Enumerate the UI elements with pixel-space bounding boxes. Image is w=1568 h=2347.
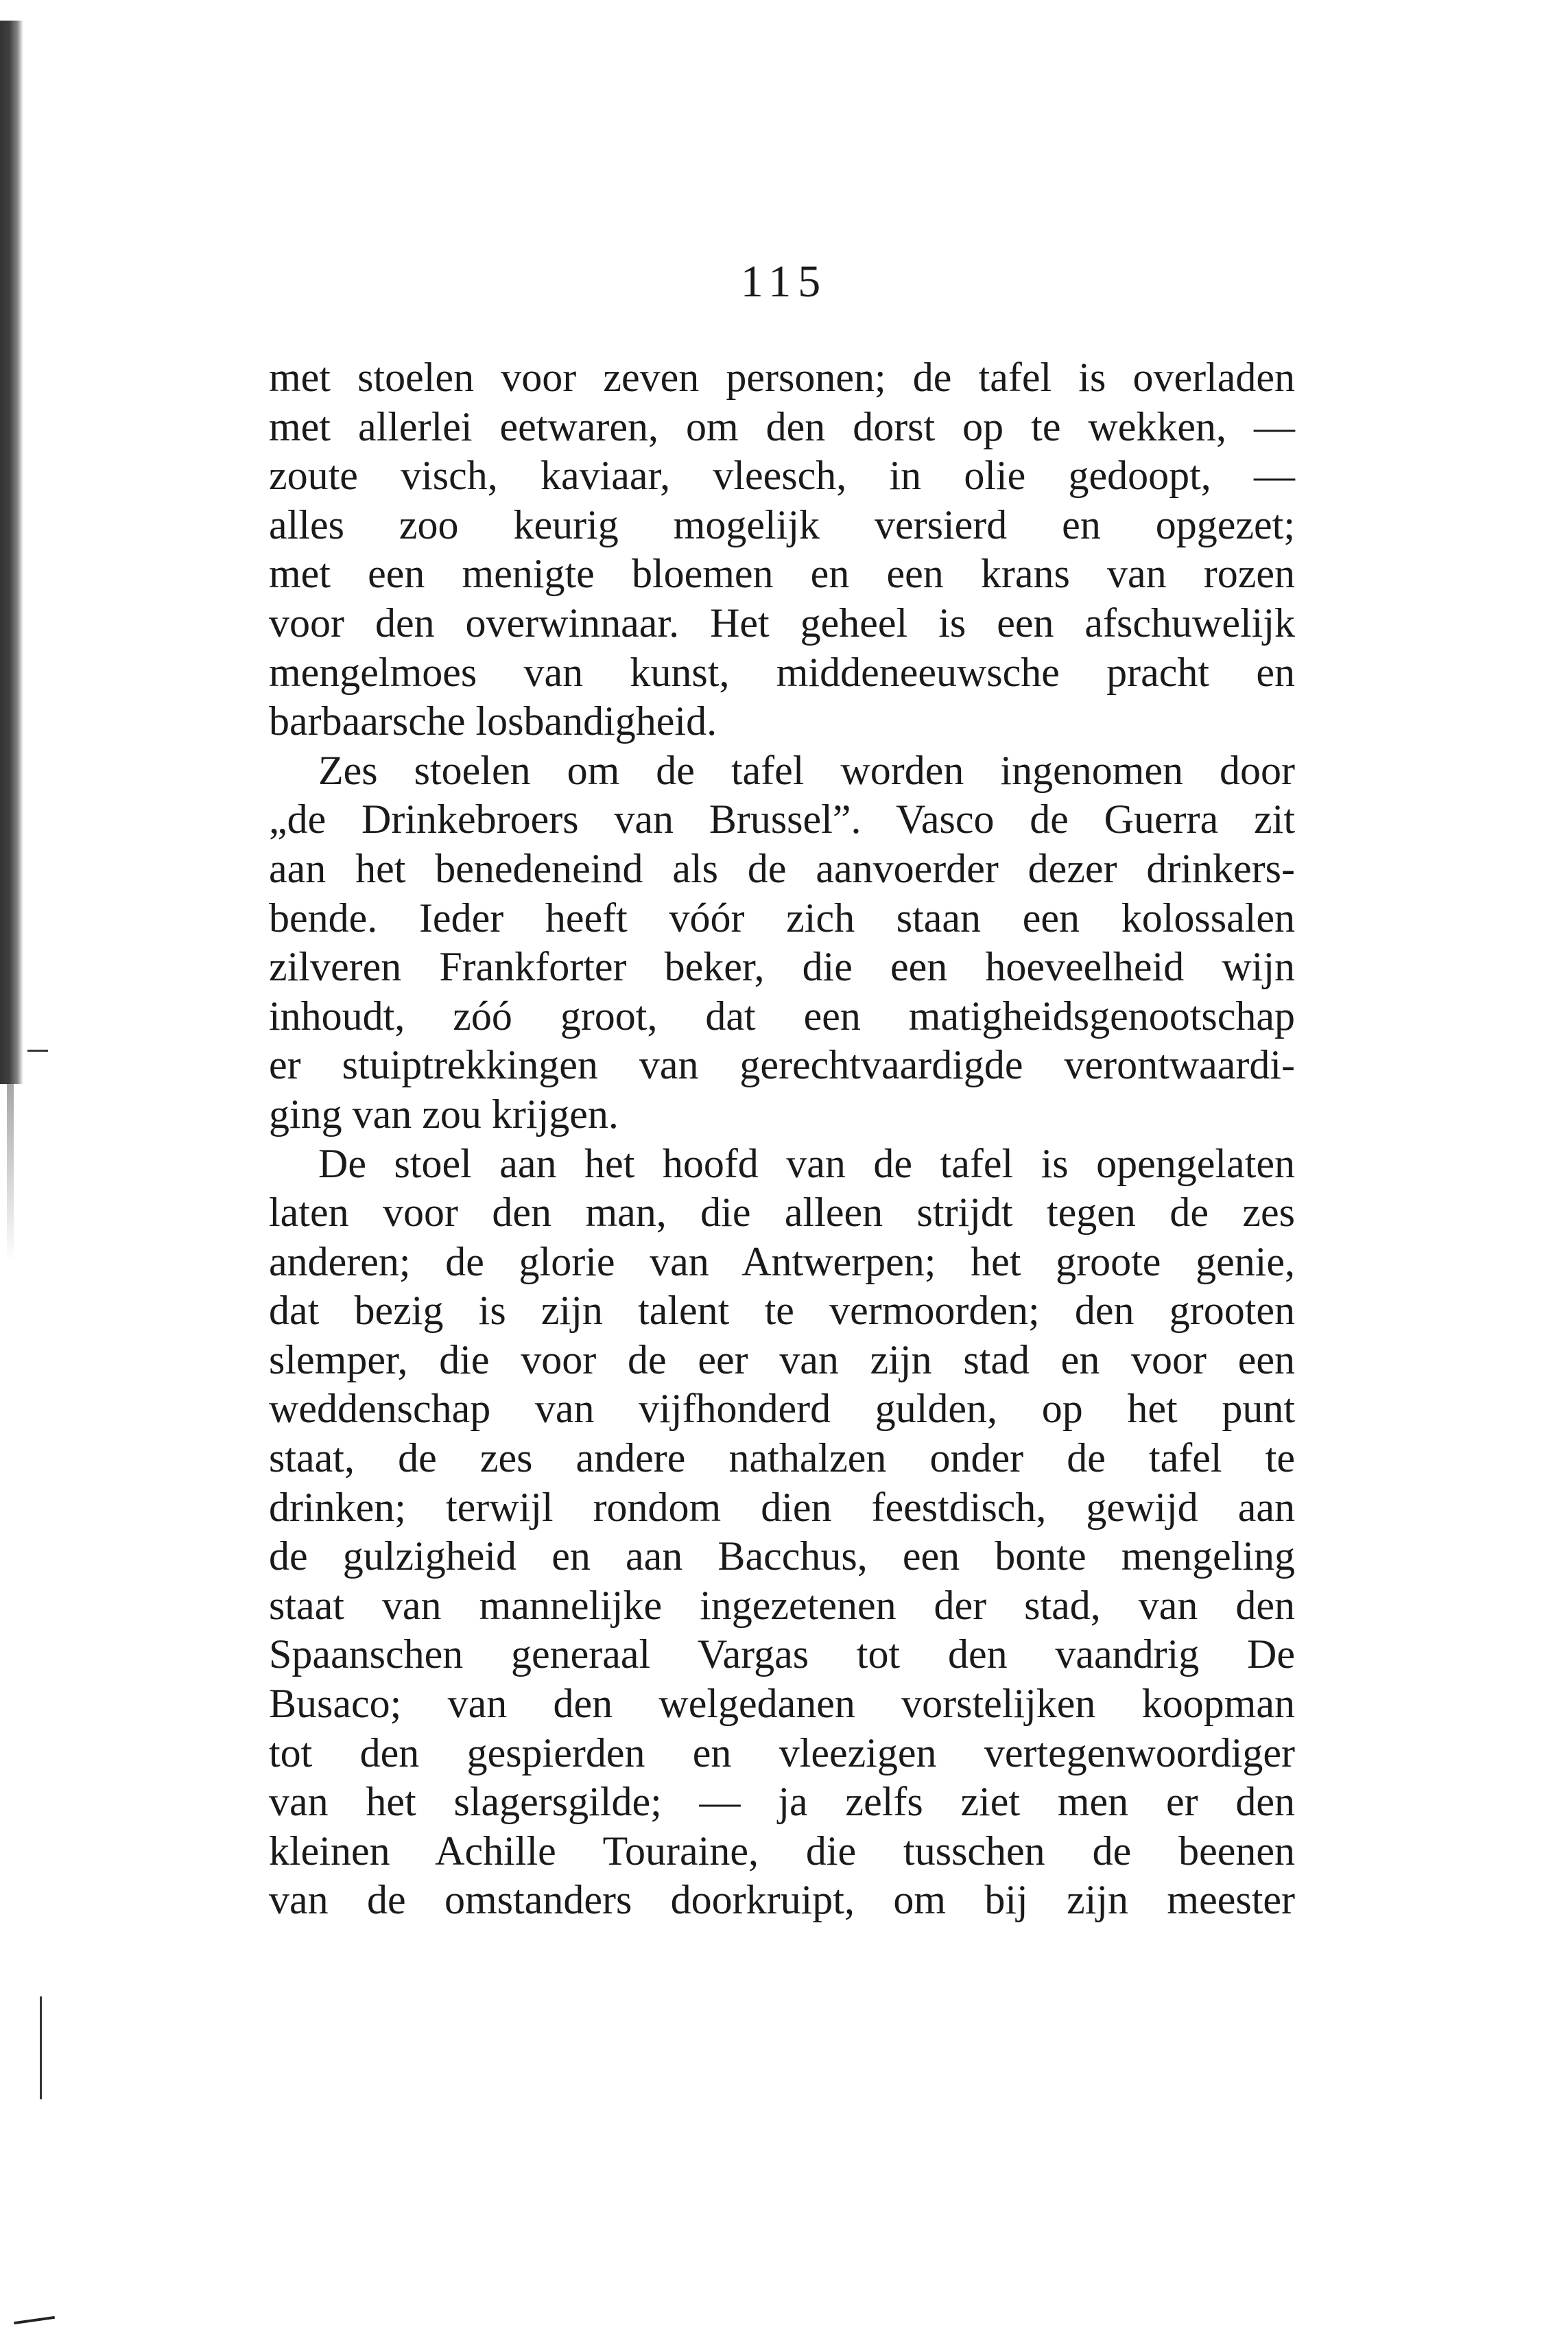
- text-line: anderen; de glorie van Antwerpen; het groote genie,: [269, 1238, 1295, 1284]
- text-line: inhoudt, zóó groot, dat een matigheidsgenootschap: [269, 993, 1295, 1039]
- text-line: ging van zou krijgen.: [269, 1091, 619, 1137]
- text-line: laten voor den man, die alleen strijdt tegen de zes: [269, 1190, 1295, 1236]
- binding-shadow-lower: [7, 1084, 14, 1262]
- text-line: aan het benedeneind als de aanvoerder dezer drinkers-: [269, 845, 1295, 891]
- text-line: zoute visch, kaviaar, vleesch, in olie gedoopt, —: [269, 453, 1295, 499]
- text-line: zilveren Frankforter beker, die een hoeveelheid wijn: [269, 944, 1295, 990]
- text-line: barbaarsche losbandigheid.: [269, 698, 717, 744]
- text-line: van de omstanders doorkruipt, om bij zijn meester: [269, 1877, 1295, 1923]
- text-line: „de Drinkebroers van Brussel”. Vasco de Guerra zit: [269, 797, 1295, 842]
- text-line: Zes stoelen om de tafel worden ingenomen door: [318, 747, 1295, 793]
- text-line: Spaanschen generaal Vargas tot den vaandrig De: [269, 1631, 1295, 1677]
- text-line: slemper, die voor de eer van zijn stad en voor een: [269, 1336, 1295, 1382]
- text-line: mengelmoes van kunst, middeneeuwsche pracht en: [269, 649, 1295, 695]
- page-number: 115: [740, 257, 828, 307]
- text-line: De stoel aan het hoofd van de tafel is opengelaten: [318, 1140, 1295, 1186]
- text-line: staat, de zes andere nathalzen onder de tafel te: [269, 1435, 1295, 1481]
- margin-mark: [40, 1996, 42, 2099]
- text-line: tot den gespierden en vleezigen vertegenwoordiger: [269, 1730, 1295, 1776]
- text-line: bende. Ieder heeft vóór zich staan een kolossalen: [269, 895, 1295, 941]
- text-line: staat van mannelijke ingezetenen der stad, van den: [269, 1582, 1295, 1628]
- text-line: kleinen Achille Touraine, die tusschen de beenen: [269, 1828, 1295, 1874]
- binding-shadow: [0, 21, 23, 1084]
- margin-mark: [27, 1050, 48, 1052]
- body-text: [269, 353, 1295, 1925]
- text-line: drinken; terwijl rondom dien feestdisch, gewijd aan: [269, 1484, 1295, 1530]
- text-line: alles zoo keurig mogelijk versierd en opgezet;: [269, 502, 1295, 547]
- text-line: met allerlei eetwaren, om den dorst op te wekken, —: [269, 403, 1295, 449]
- text-line: voor den overwinnaar. Het geheel is een afschuwelijk: [269, 600, 1295, 646]
- text-line: met een menigte bloemen en een krans van rozen: [269, 551, 1295, 597]
- corner-mark: [14, 2316, 55, 2324]
- text-line: dat bezig is zijn talent te vermoorden; den grooten: [269, 1288, 1295, 1334]
- text-line: er stuiptrekkingen van gerechtvaardigde verontwaardi-: [269, 1042, 1295, 1088]
- text-line: met stoelen voor zeven personen; de tafel is overladen: [269, 355, 1295, 400]
- text-line: weddenschap van vijfhonderd gulden, op het punt: [269, 1386, 1295, 1432]
- text-line: van het slagersgilde; — ja zelfs ziet men er den: [269, 1779, 1295, 1825]
- text-line: Busaco; van den welgedanen vorstelijken koopman: [269, 1681, 1295, 1727]
- text-line: de gulzigheid en aan Bacchus, een bonte mengeling: [269, 1533, 1295, 1579]
